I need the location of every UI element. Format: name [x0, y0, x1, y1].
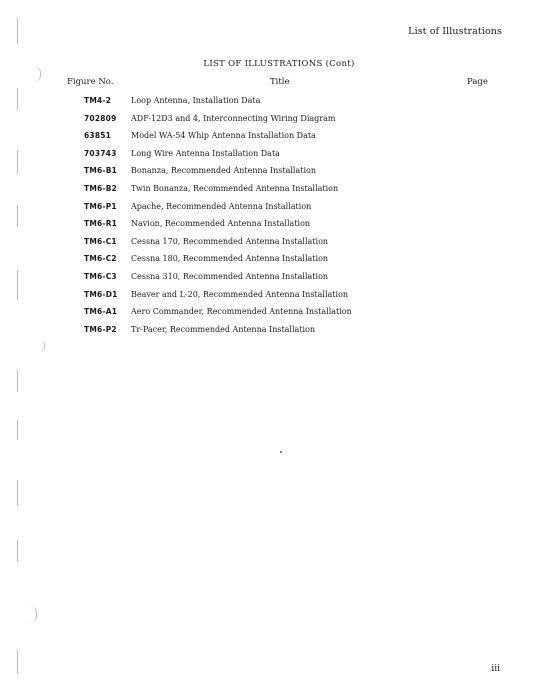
list-item	[0, 219, 540, 237]
list-item	[0, 272, 540, 290]
stray-mark	[280, 451, 282, 453]
figure-title: Cessna 170, Recommended Antenna Installation	[131, 236, 329, 246]
figure-title: Long Wire Antenna Installation Data	[131, 148, 280, 158]
figure-title: Tr-Pacer, Recommended Antenna Installation	[131, 324, 316, 334]
figure-number: TM4-2	[84, 96, 112, 105]
figure-title: Navion, Recommended Antenna Installation	[131, 219, 311, 229]
figure-title: Aero Commander, Recommended Antenna Installation	[131, 307, 352, 317]
figure-title: Twin Bonanza, Recommended Antenna Installation	[131, 183, 339, 193]
figure-title: ADF-12D3 and 4, Interconnecting Wiring Diagram	[131, 113, 336, 123]
binding-edge-mark	[17, 370, 18, 392]
figure-title: Bonanza, Recommended Antenna Installation	[131, 166, 316, 176]
figure-number: 703743	[84, 148, 117, 158]
figure-number: TM6-B2	[84, 183, 118, 193]
page-title: LIST OF ILLUSTRATIONS (Cont)	[203, 59, 355, 69]
column-header-title: Title	[270, 77, 290, 87]
figure-title: Model WA-54 Whip Antenna Installation Data	[131, 131, 316, 141]
figure-number: 702809	[84, 113, 117, 123]
list-item	[0, 96, 540, 114]
figure-number: 63851	[84, 131, 112, 141]
figure-title: Beaver and L-20, Recommended Antenna Installation	[131, 289, 349, 299]
list-item	[0, 254, 540, 272]
list-item	[0, 290, 540, 308]
figure-number: TM6-C3	[84, 271, 117, 281]
figure-number: TM6-D1	[84, 289, 118, 299]
illustrations-list	[0, 96, 540, 342]
list-item	[0, 131, 540, 149]
column-header-figure: Figure No.	[67, 77, 114, 87]
list-item	[0, 184, 540, 202]
figure-number: TM6-A1	[84, 307, 118, 317]
list-item	[0, 237, 540, 255]
binding-edge-mark	[17, 540, 18, 562]
list-item	[0, 325, 540, 343]
figure-title: Cessna 180, Recommended Antenna Installation	[131, 254, 329, 264]
figure-number: TM6-C2	[84, 254, 117, 264]
list-item	[0, 114, 540, 132]
figure-number: TM6-P1	[84, 201, 117, 211]
column-headers	[0, 77, 540, 89]
list-item	[0, 166, 540, 184]
binding-edge-mark	[17, 420, 18, 440]
binding-edge-mark	[26, 606, 37, 624]
figure-title: Loop Antenna, Installation Data	[131, 96, 261, 105]
figure-number: TM6-P2	[84, 324, 117, 334]
binding-edge-mark	[17, 480, 18, 506]
figure-title: Cessna 310, Recommended Antenna Installation	[131, 271, 329, 281]
list-item	[0, 149, 540, 167]
figure-number: TM6-R1	[84, 219, 118, 229]
binding-edge-mark	[17, 18, 18, 44]
list-item	[0, 202, 540, 220]
running-header: List of Illustrations	[408, 26, 502, 37]
figure-number: TM6-B1	[84, 166, 118, 176]
list-item	[0, 307, 540, 325]
figure-title: Apache, Recommended Antenna Installation	[131, 201, 312, 211]
figure-number: TM6-C1	[84, 236, 117, 246]
page-number: iii	[491, 664, 500, 674]
binding-edge-mark	[17, 650, 18, 674]
column-header-page: Page	[467, 77, 488, 87]
